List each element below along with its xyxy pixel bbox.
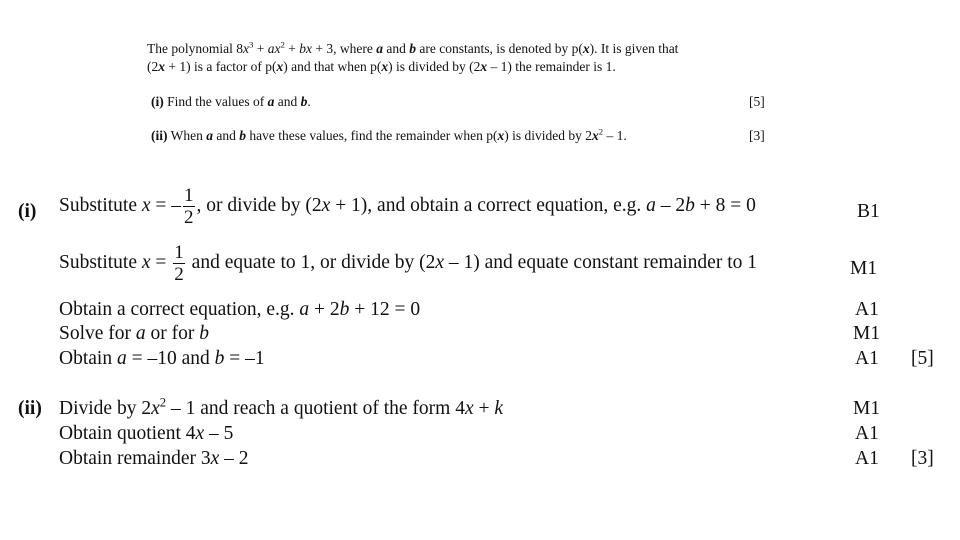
question-part-i-mark: [5] [749,94,765,109]
fraction-one-half: $\frac{1}{2}$ [184,185,194,228]
question-part-ii: (ii) When a and b have these values, find the remainder when p(x) is divided by $2x^2 - 1$. [151,126,627,143]
fraction-one-half: $\frac{1}{2}$ [174,242,184,285]
scheme-row-1: Substitute x = – $\frac{1}{2}$ , or divide by (2x + 1), and obtain a correct equation, e.g. a – 2b + 8 = 0 [59,185,756,228]
question-part-i: (i) Find the values of a and b. [151,94,311,109]
scheme-row-6-mark: M1 [853,398,881,419]
scheme-part-ii-label: (ii) [18,398,42,419]
scheme-row-4-mark: M1 [853,323,881,344]
scheme-part-i-label: (i) [18,201,37,222]
scheme-row-3-mark: A1 [855,299,879,320]
scheme-row-7: Obtain quotient 4x – 5 [59,423,234,444]
scheme-row-3: Obtain a correct equation, e.g. a + 2b + 12 = 0 [59,299,421,320]
scheme-row-7-mark: A1 [855,423,879,444]
scheme-row-2: Substitute x = $\frac{1}{2}$ and equate to 1, or divide by (2x – 1) and equate constant remainder to 1 [59,242,757,285]
question-intro-line2: (2x + 1) is a factor of p(x) and that when p(x) is divided by (2x – 1) the remainder is 1. [147,59,616,74]
scheme-row-8-mark: A1 [855,448,879,469]
scheme-row-2-mark: M1 [850,258,878,279]
scheme-part-ii-total: [3] [911,448,934,469]
scheme-row-5-mark: A1 [855,348,879,369]
question-intro-line1: The polynomial $8x^3 + ax^2$ + bx + 3, where a and b are constants, is denoted by p(x). It is given that [147,39,679,56]
scheme-row-5: Obtain a = –10 and b = –1 [59,348,265,369]
scheme-row-6: Divide by $2x^2 - 1$ and reach a quotient of the form 4x + k [59,395,504,419]
scheme-row-8: Obtain remainder 3x – 2 [59,448,249,469]
question-part-ii-mark: [3] [749,128,765,143]
scheme-part-i-total: [5] [911,348,934,369]
scheme-row-4: Solve for a or for b [59,323,210,344]
scheme-row-1-mark: B1 [857,201,880,222]
